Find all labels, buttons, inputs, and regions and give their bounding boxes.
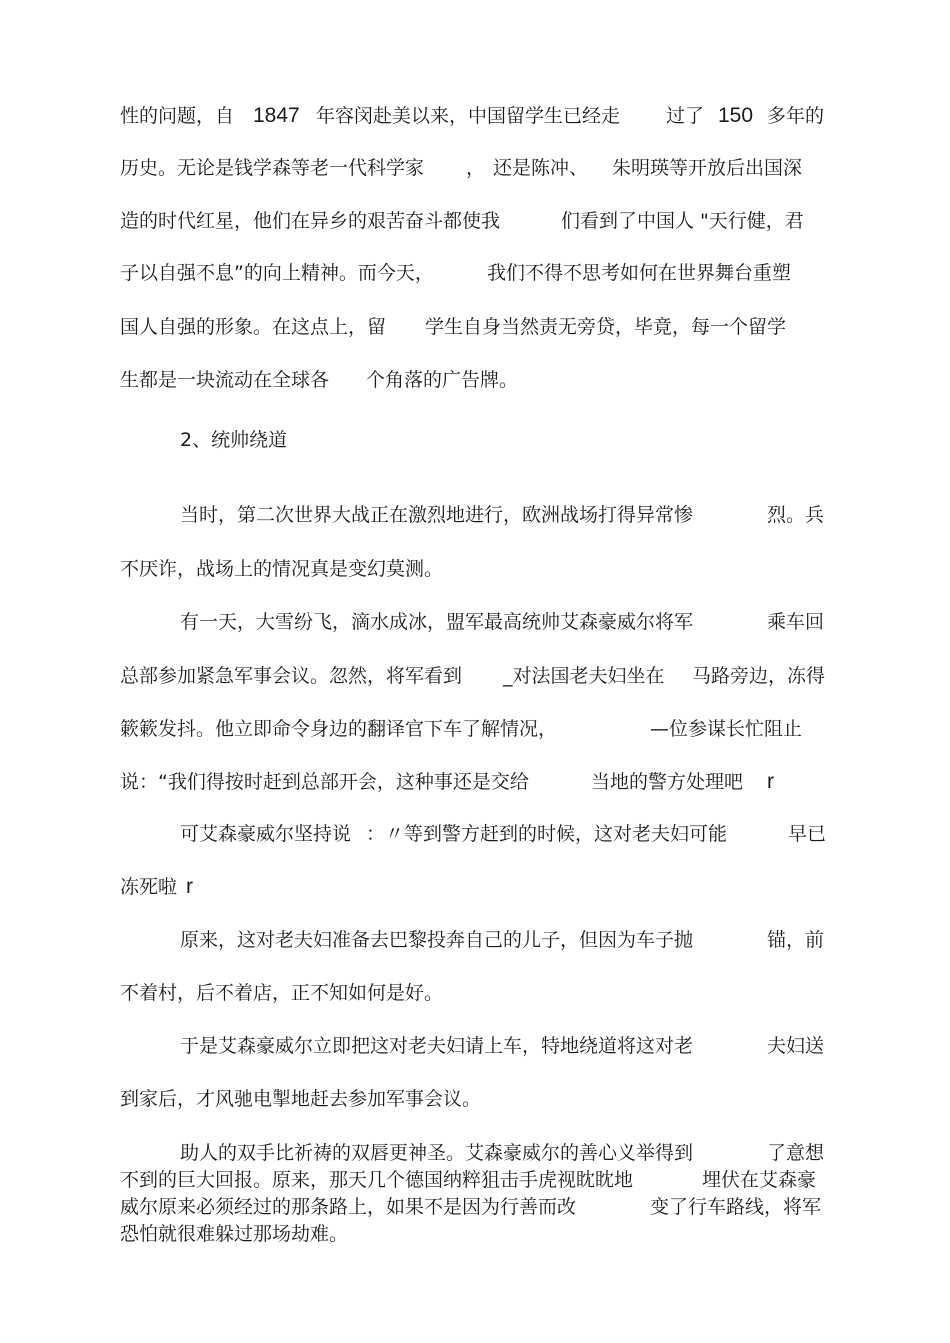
text-segment: —位参谋长忙阻止	[650, 718, 803, 740]
text-segment: 威尔原来必须经过的那条路上，如果不是因为行善而改	[120, 1196, 577, 1218]
text-segment: 性的问题，自	[120, 105, 235, 127]
text-segment: 不厌诈，战场上的情况真是变幻莫测。	[120, 558, 444, 580]
text-segment: r	[186, 875, 193, 898]
text-line	[0, 1166, 950, 1194]
text-line	[0, 768, 950, 796]
text-segment: 们看到了中国人 "天行健，君	[561, 210, 804, 232]
text-segment: _对法国老夫妇坐在	[503, 665, 665, 687]
text-line	[0, 501, 950, 529]
text-segment: 冻死啦	[120, 876, 178, 898]
text-segment: 埋伏在艾森豪	[702, 1169, 817, 1191]
text-segment: 簌簌发抖。他立即命令身边的翻译官下车了解情况，	[120, 718, 558, 740]
text-segment: 变了行车路线，将军	[650, 1196, 822, 1218]
text-segment: 国人自强的形象。在这点上，留	[120, 316, 387, 338]
text-segment: 有一天，大雪纷飞，滴水成冰，盟军最高统帅艾森豪威尔将军	[180, 611, 694, 633]
text-segment: 了意想	[767, 1142, 825, 1164]
count-number: 150	[718, 104, 754, 127]
text-segment: 历史。无论是钱学森等老一代科学家	[120, 157, 425, 179]
text-segment: 于是艾森豪威尔立即把这对老夫妇请上车，特地绕道将这对老	[180, 1035, 694, 1057]
text-segment: 当地的警方处理吧	[591, 771, 744, 793]
text-line	[0, 1193, 950, 1221]
text-line	[0, 207, 950, 235]
text-segment: 个角落的广告牌。	[366, 369, 519, 391]
text-line	[0, 1139, 950, 1167]
text-segment: 多年的	[767, 105, 825, 127]
text-segment: 学生自身当然责无旁贷，毕竟，每一个留学	[425, 316, 787, 338]
text-line	[0, 102, 950, 130]
text-line	[0, 608, 950, 636]
year-number: 1847	[253, 104, 300, 127]
text-segment: 造的时代红星，他们在异乡的艰苦奋斗都使我	[120, 210, 501, 232]
text-segment: 助人的双手比祈祷的双唇更神圣。艾森豪威尔的善心义举得到	[180, 1142, 694, 1164]
text-line	[0, 1220, 950, 1248]
text-segment: 不着村，后不着店，正不知如何是好。	[120, 982, 444, 1004]
text-segment: 过了	[666, 105, 705, 127]
section-heading	[0, 426, 950, 454]
text-segment: 说：“我们得按时赶到总部开会，这种事还是交给	[120, 771, 529, 793]
text-segment: 早已	[788, 823, 827, 845]
text-line	[0, 926, 950, 954]
text-segment: 当时，第二次世界大战正在激烈地进行，欧洲战场打得异常惨	[180, 504, 694, 526]
text-segment: 马路旁边，冻得	[692, 665, 826, 687]
text-segment: 不到的巨大回报。原来，那天几个德国纳粹狙击手虎视眈眈地	[120, 1169, 634, 1191]
text-segment: ，	[466, 157, 486, 179]
text-segment: 夫妇送	[767, 1035, 825, 1057]
text-line	[0, 1032, 950, 1060]
text-segment: 我们不得不思考如何在世界舞台重塑	[487, 262, 792, 284]
heading-text: 2、统帅绕道	[180, 429, 288, 451]
text-segment: ：〃等到警方赶到的时候，这对老夫妇可能	[366, 823, 728, 845]
text-segment: 恐怕就很难躲过那场劫难。	[120, 1223, 349, 1245]
text-segment: 乘车回	[767, 611, 825, 633]
text-line	[0, 154, 950, 182]
text-segment: 到家后，才风驰电掣地赶去参加军事会议。	[120, 1088, 482, 1110]
text-line	[0, 715, 950, 743]
text-segment: 锚，前	[767, 929, 825, 951]
text-segment: 生都是一块流动在全球各	[120, 369, 330, 391]
text-line	[0, 979, 950, 1007]
text-segment: 子以自强不息”的向上精神。而今天，	[120, 262, 434, 284]
text-line	[0, 313, 950, 341]
text-line	[0, 873, 950, 901]
text-line	[0, 555, 950, 583]
text-segment: 总部参加紧急军事会议。忽然，将军看到	[120, 665, 463, 687]
text-segment: 烈。兵	[767, 504, 825, 526]
text-line	[0, 259, 950, 287]
text-segment: 原来，这对老夫妇准备去巴黎投奔自己的儿子，但因为车子抛	[180, 929, 694, 951]
text-line	[0, 662, 950, 690]
text-segment: 朱明瑛等开放后出国深	[612, 157, 803, 179]
text-segment: r	[767, 770, 774, 793]
text-segment: 还是陈冲、	[493, 157, 589, 179]
text-segment: 年容闵赴美以来，中国留学生已经走	[316, 105, 621, 127]
text-line	[0, 820, 950, 848]
text-line	[0, 366, 950, 394]
text-segment: 可艾森豪威尔坚持说	[180, 823, 352, 845]
text-line	[0, 1085, 950, 1113]
